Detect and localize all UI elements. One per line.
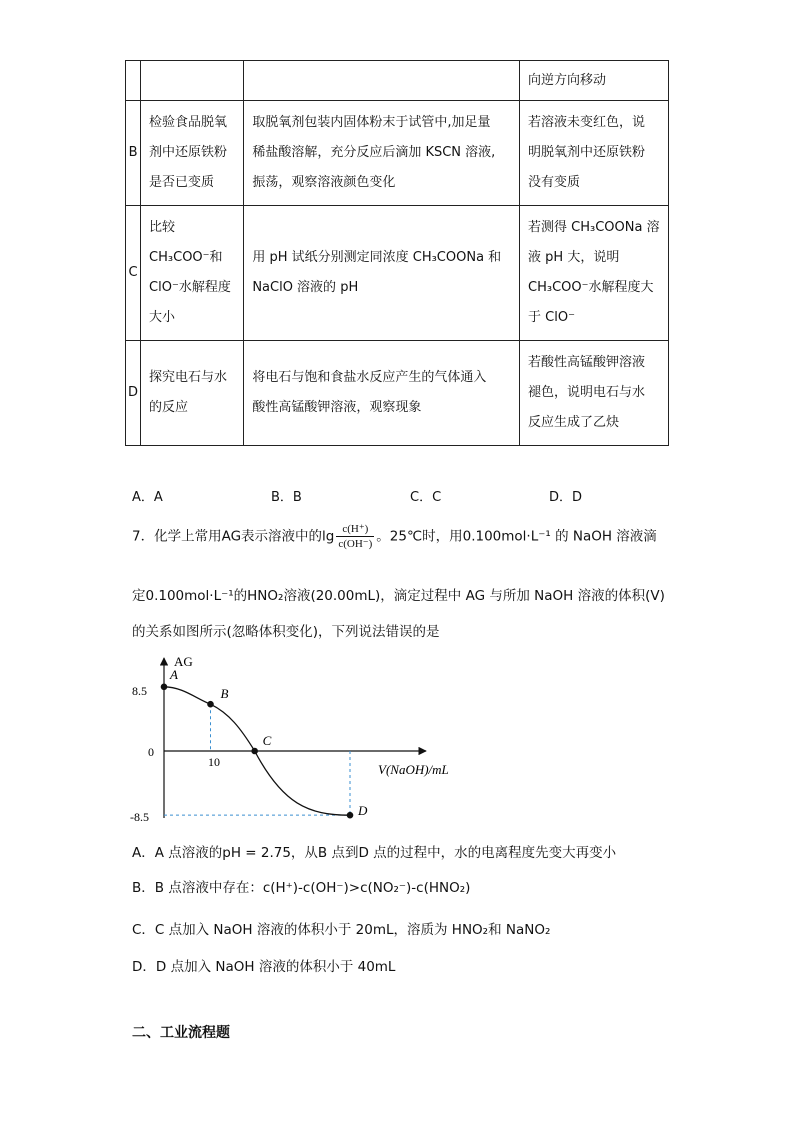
- option-cell: B: [126, 101, 141, 206]
- q7-line3: 的关系如图所示(忽略体积变化)，下列说法错误的是: [132, 624, 440, 640]
- experiment-table: [125, 60, 669, 446]
- q7-line1-post: 。25℃时，用0.100mol·L⁻¹ 的 NaOH 溶液滴: [376, 528, 657, 545]
- option-cell: D: [126, 341, 141, 446]
- choice-d: D．D: [549, 490, 583, 505]
- conclusion-line: 明脱氧剂中还原铁粉: [528, 145, 646, 160]
- goal-line: 检验食品脱氧: [149, 115, 228, 130]
- conclusion-cell: [520, 101, 669, 206]
- conclusion-line: 于 ClO⁻: [528, 310, 575, 325]
- conclusion-line: 液 pH 大，说明: [528, 250, 620, 265]
- option-cell: [126, 61, 141, 101]
- method-line: 取脱氧剂包装内固体粉末于试管中,加足量: [252, 115, 491, 130]
- conclusion-line: 向逆方向移动: [528, 72, 607, 88]
- point-b: [207, 701, 214, 708]
- method-cell: [244, 101, 520, 206]
- q7-line2: 定0.100mol·L⁻¹的HNO₂溶液(20.00mL)，滴定过程中 AG 与所加 NaOH 溶液的体积(V): [132, 588, 665, 604]
- goal-cell: [141, 206, 244, 341]
- fraction-numerator: c(H⁺): [336, 522, 374, 537]
- conclusion-line: CH₃COO⁻水解程度大: [528, 280, 654, 295]
- goal-line: 剂中还原铁粉: [149, 145, 228, 160]
- point-c: [251, 748, 258, 755]
- choice-a: A．A: [132, 490, 163, 505]
- table-row: [126, 101, 669, 206]
- conclusion-line: 没有变质: [528, 175, 581, 190]
- conclusion-line: 若溶液未变红色，说: [528, 115, 646, 130]
- conclusion-line: 若测得 CH₃COONa 溶: [528, 220, 660, 235]
- method-cell: [244, 341, 520, 446]
- y-axis-label: AG: [174, 654, 193, 669]
- method-line: NaClO 溶液的 pH: [252, 280, 359, 295]
- ag-titration-chart: [130, 650, 449, 830]
- ratio-fraction: [336, 522, 374, 551]
- q7-option-a: A．A 点溶液的pH = 2.75，从B 点到D 点的过程中，水的电离程度先变大再变小: [132, 845, 617, 861]
- q7-option-b: B．B 点溶液中存在：c(H⁺)-c(OH⁻)>c(NO₂⁻)-c(HNO₂): [132, 880, 471, 896]
- q7-option-c: C．C 点加入 NaOH 溶液的体积小于 20mL，溶质为 HNO₂和 NaNO₂: [132, 922, 551, 938]
- point-label-b: B: [220, 686, 229, 702]
- method-line: 将电石与饱和食盐水反应产生的气体通入: [252, 370, 487, 385]
- conclusion-line: 反应生成了乙炔: [528, 415, 620, 430]
- q7-line1: [132, 522, 657, 551]
- choice-b: B．B: [271, 490, 302, 505]
- point-d: [347, 812, 354, 819]
- method-line: 用 pH 试纸分别测定同浓度 CH₃COONa 和: [252, 250, 502, 265]
- point-a: [161, 684, 168, 691]
- goal-cell: [141, 61, 244, 101]
- conclusion-line: 若酸性高锰酸钾溶液: [528, 355, 646, 370]
- method-line: 稀盐酸溶解，充分反应后滴加 KSCN 溶液,: [252, 145, 496, 160]
- section-heading: 二、工业流程题: [132, 1025, 230, 1041]
- point-label-a: A: [170, 666, 178, 682]
- method-cell: [244, 206, 520, 341]
- goal-cell: [141, 341, 244, 446]
- option-cell: C: [126, 206, 141, 341]
- y-tick-label: 8.5: [132, 684, 147, 698]
- x-tick-label: 10: [208, 755, 220, 769]
- goal-line: ClO⁻水解程度: [149, 280, 231, 295]
- q7-line1-pre: 7．化学上常用AG表示溶液中的lg: [132, 528, 335, 545]
- conclusion-cell: [520, 61, 669, 101]
- conclusion-cell: [520, 341, 669, 446]
- table-row: [126, 206, 669, 341]
- point-label-c: C: [262, 733, 272, 748]
- goal-cell: [141, 101, 244, 206]
- fraction-denominator: c(OH⁻): [338, 538, 373, 550]
- point-label-d: D: [358, 803, 368, 819]
- x-axis-label-text: V(NaOH)/mL: [378, 762, 449, 777]
- method-line: 酸性高锰酸钾溶液，观察现象: [252, 400, 422, 415]
- table-row: [126, 341, 669, 446]
- goal-line: 探究电石与水: [149, 370, 228, 385]
- goal-line: 比较: [149, 220, 176, 235]
- goal-line: CH₃COO⁻和: [149, 250, 223, 265]
- conclusion-line: 褪色，说明电石与水: [528, 385, 646, 400]
- q7-option-d: D．D 点加入 NaOH 溶液的体积小于 40mL: [132, 959, 396, 975]
- goal-line: 是否已变质: [149, 175, 215, 190]
- table-row: [126, 61, 669, 101]
- y-tick-label: -8.5: [130, 810, 149, 824]
- y-tick-label: 0: [148, 745, 154, 759]
- x-axis-label: [378, 762, 449, 777]
- conclusion-cell: [520, 206, 669, 341]
- method-cell: [244, 61, 520, 101]
- goal-line: 的反应: [149, 400, 189, 415]
- goal-line: 大小: [149, 310, 176, 325]
- choice-c: C．C: [410, 490, 442, 505]
- method-line: 振荡，观察溶液颜色变化: [252, 175, 396, 190]
